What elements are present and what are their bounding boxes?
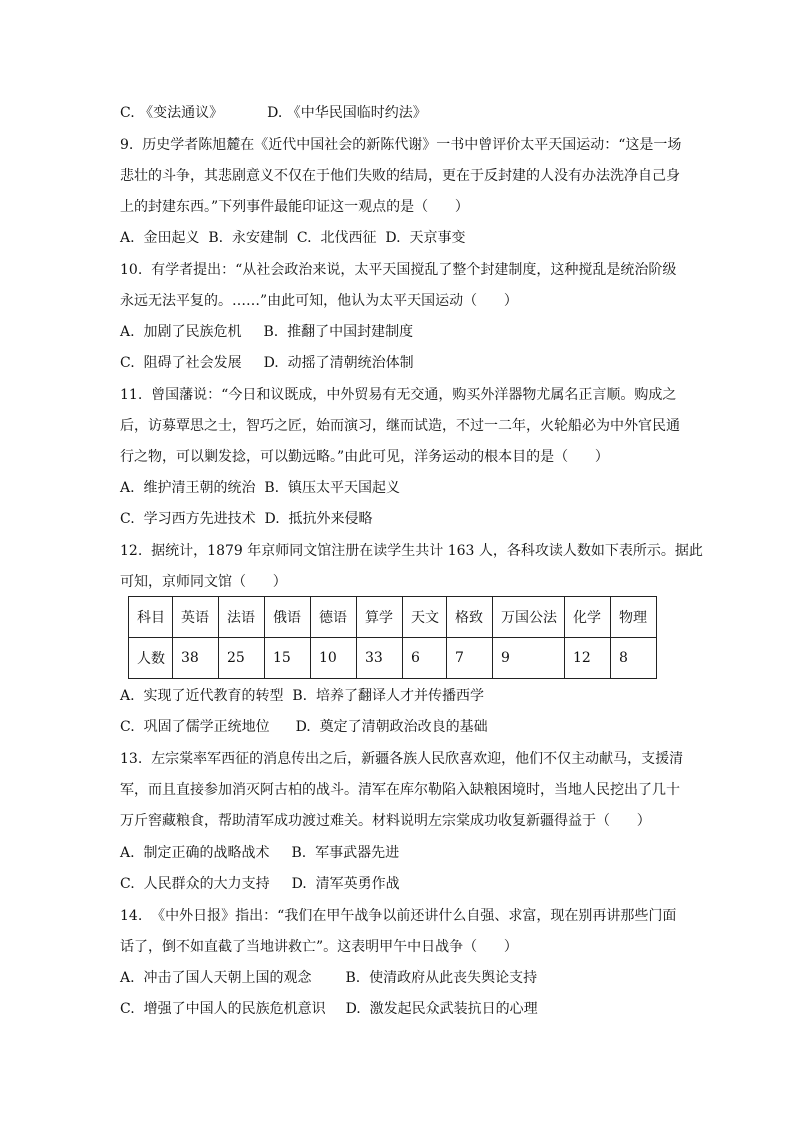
table-cell: 33 bbox=[357, 638, 403, 679]
q11-options-cd: C. 学习西方先进技术 D. 抵抗外来侵略 bbox=[120, 511, 373, 527]
q12-options-ab: A. 实现了近代教育的转型 B. 培养了翻译人才并传播西学 bbox=[120, 688, 484, 704]
q13-options-cd bbox=[120, 874, 400, 894]
q9-stem-line1: 9. 历史学者陈旭麓在《近代中国社会的新陈代谢》一书中曾评价太平天国运动：“这是一场 bbox=[120, 137, 682, 153]
table-cell: 科目 bbox=[129, 597, 173, 638]
q11-options-ab: A. 维护清王朝的统治 B. 镇压太平天国起义 bbox=[120, 480, 400, 496]
q10-option-d: D. 动摇了清朝统治体制 bbox=[263, 355, 414, 371]
table-cell: 25 bbox=[219, 638, 265, 679]
q11-stem-line1: 11. 曾国藩说：“今日和议既成，中外贸易有无交通，购买外洋器物尤属名正言顺。购成之 bbox=[120, 387, 677, 403]
table-cell: 12 bbox=[565, 638, 611, 679]
table-cell: 38 bbox=[173, 638, 219, 679]
q14-stem-line2: 话了，倒不如直截了当地讲救亡”。这表明甲午中日战争（ ） bbox=[120, 939, 518, 955]
table-cell: 万国公法 bbox=[493, 597, 565, 638]
q12-options-cd bbox=[120, 717, 488, 737]
q10-option-c: C. 阻碍了社会发展 bbox=[120, 355, 242, 371]
table-cell: 15 bbox=[265, 638, 311, 679]
table-cell: 7 bbox=[447, 638, 493, 679]
q14-option-a: A. 冲击了国人天朝上国的观念 bbox=[120, 970, 312, 986]
table-cell: 10 bbox=[311, 638, 357, 679]
q12-stem-line1: 12. 据统计，1879 年京师同文馆注册在读学生共计 163 人，各科攻读人数如下表所示。据此 bbox=[120, 543, 703, 559]
table-cell: 人数 bbox=[129, 638, 173, 679]
q14-option-d: D. 激发起民众武装抗日的心理 bbox=[345, 1001, 538, 1017]
table-cell: 德语 bbox=[311, 597, 357, 638]
q13-options-ab bbox=[120, 843, 399, 863]
q14-option-c: C. 增强了中国人的民族危机意识 bbox=[120, 1001, 326, 1017]
q10-option-a: A. 加剧了民族危机 bbox=[120, 324, 242, 340]
q12-option-d: D. 奠定了清朝政治改良的基础 bbox=[295, 719, 488, 735]
q13-stem-line2: 军，而且直接参加消灭阿古柏的战斗。清军在库尔勒陷入缺粮困境时，当地人民挖出了几十 bbox=[120, 782, 680, 798]
q11-stem-line2: 后，访募覃思之士，智巧之匠，始而演习，继而试造，不过一二年，火轮船必为中外官民通 bbox=[120, 418, 680, 434]
q13-option-b: B. 军事武器先进 bbox=[291, 845, 400, 861]
q13-stem-line3: 万斤窖藏粮食，帮助清军成功渡过难关。材料说明左宗棠成功收复新疆得益于（ ） bbox=[120, 813, 651, 829]
q10-options-cd bbox=[120, 353, 414, 373]
q14-option-b: B. 使清政府从此丧失舆论支持 bbox=[345, 970, 538, 986]
q8-option-d: D. 《中华民国临时约法》 bbox=[267, 105, 427, 121]
table-cell: 8 bbox=[611, 638, 657, 679]
q9-stem-line2: 悲壮的斗争，其悲剧意义不仅在于他们失败的结局，更在于反封建的人没有办法洗净自己身 bbox=[120, 168, 680, 184]
q10-stem-line1: 10. 有学者提出：“从社会政治来说，太平天国搅乱了整个封建制度，这种搅乱是统治阶级 bbox=[120, 262, 677, 278]
q11-stem-line3: 行之物，可以剿发捻，可以勤远略。”由此可见，洋务运动的根本目的是（ ） bbox=[120, 449, 609, 465]
q10-option-b: B. 推翻了中国封建制度 bbox=[263, 324, 414, 340]
table-cell: 算学 bbox=[357, 597, 403, 638]
q8-option-c: C. 《变法通议》 bbox=[120, 105, 224, 121]
q10-stem-line2: 永远无法平复的。……”由此可知，他认为太平天国运动（ ） bbox=[120, 293, 518, 309]
table-cell: 化学 bbox=[565, 597, 611, 638]
table-cell: 6 bbox=[403, 638, 447, 679]
q14-options-ab bbox=[120, 968, 537, 988]
q10-options-ab bbox=[120, 322, 413, 342]
q14-options-cd bbox=[120, 999, 538, 1019]
table-row bbox=[129, 638, 657, 679]
table-cell: 法语 bbox=[219, 597, 265, 638]
table-header-row bbox=[129, 597, 657, 638]
q9-options: A. 金田起义 B. 永安建制 C. 北伐西征 D. 天京事变 bbox=[120, 230, 466, 246]
q14-stem-line1: 14. 《中外日报》指出：“我们在甲午战争以前还讲什么自强、求富，现在别再讲那些门面 bbox=[120, 908, 677, 924]
table-cell: 俄语 bbox=[265, 597, 311, 638]
q9-stem-line3: 上的封建东西。”下列事件最能印证这一观点的是（ ） bbox=[120, 199, 469, 215]
table-cell: 天文 bbox=[403, 597, 447, 638]
table-cell: 物理 bbox=[611, 597, 657, 638]
table-cell: 英语 bbox=[173, 597, 219, 638]
q12-option-c: C. 巩固了儒学正统地位 bbox=[120, 719, 270, 735]
table-cell: 格致 bbox=[447, 597, 493, 638]
q13-option-d: D. 清军英勇作战 bbox=[291, 876, 400, 892]
q13-option-c: C. 人民群众的大力支持 bbox=[120, 876, 270, 892]
table-cell: 9 bbox=[493, 638, 565, 679]
q12-student-table bbox=[128, 596, 657, 679]
q13-option-a: A. 制定正确的战略战术 bbox=[120, 845, 270, 861]
q8-options-cd bbox=[120, 103, 427, 123]
q12-stem-line2: 可知，京师同文馆（ ） bbox=[120, 574, 287, 590]
q13-stem-line1: 13. 左宗棠率军西征的消息传出之后，新疆各族人民欣喜欢迎，他们不仅主动献马，支援清 bbox=[120, 751, 684, 767]
